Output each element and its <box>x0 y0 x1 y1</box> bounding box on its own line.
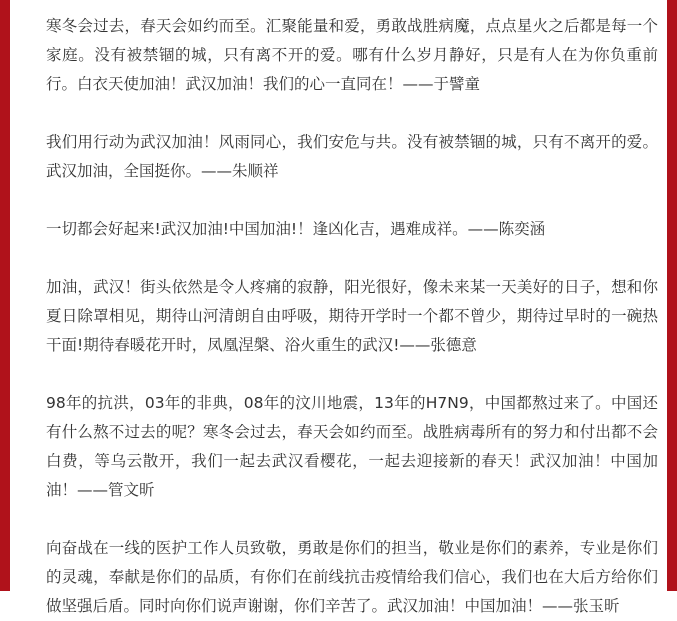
message-paragraph-6: 向奋战在一线的医护工作人员致敬，勇敢是你们的担当，敬业是你们的素养，专业是你们的灵魂，奉献是你们的品质，有你们在前线抗击疫情给我们信心，我们也在大后方给你们做坚强后盾。同时向你们说声谢谢，你们辛苦了。武汉加油！中国加油！——张玉昕 <box>46 539 658 615</box>
message-paragraph-3: 一切都会好起来!武汉加油!中国加油!！逢凶化吉，遇难成祥。——陈奕涵 <box>46 220 546 238</box>
message-paragraph-5: 98年的抗洪，03年的非典，08年的汶川地震，13年的H7N9，中国都熬过来了。中国还有什么熬不过去的呢？寒冬会过去，春天会如约而至。战胜病毒所有的努力和付出都不会白费，等乌云散开，我们一起去武汉看樱花，一起去迎接新的春天！武汉加油！中国加油！——管文昕 <box>46 394 658 499</box>
message-paragraph-2: 我们用行动为武汉加油！风雨同心，我们安危与共。没有被禁锢的城，只有不离开的爱。武汉加油，全国挺你。——朱顺祥 <box>46 133 658 180</box>
message-paragraph-4: 加油，武汉！街头依然是令人疼痛的寂静，阳光很好，像未来某一天美好的日子，想和你夏日除罩相见，期待山河清朗自由呼吸，期待开学时一个都不曾少，期待过早时的一碗热干面!期待春暖花开时，凤凰涅槃、浴火重生的武汉!——张德意 <box>46 278 658 354</box>
article-body <box>46 12 658 621</box>
message-paragraph-1: 寒冬会过去，春天会如约而至。汇聚能量和爱，勇敢战胜病魔，点点星火之后都是每一个家庭。没有被禁锢的城，只有离不开的爱。哪有什么岁月静好，只是有人在为你负重前行。白衣天使加油！武汉加油！我们的心一直同在！——于譬童 <box>46 17 658 93</box>
